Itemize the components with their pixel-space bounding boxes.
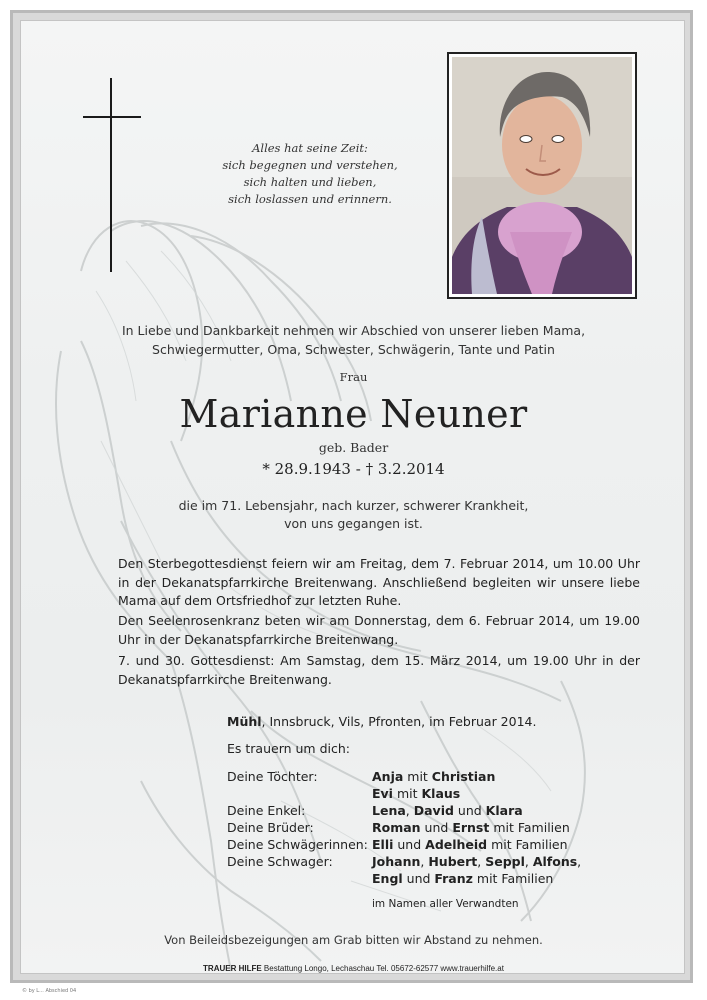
connector: , [405,803,414,818]
label-brothers-in-law: Deine Schwager: [227,854,333,869]
memorial-mass-paragraph: 7. und 30. Gottesdienst: Am Samstag, dem 15. März 2014, um 19.00 Uhr in der Dekanatspfarrkirche Breitenwang. [118,653,640,687]
connector: mit Familien [489,820,570,835]
names-sisters-in-law [372,837,568,852]
label-brothers: Deine Brüder: [227,820,314,835]
names-grandchildren [372,803,523,818]
name: Hubert [428,854,478,869]
names-brothers-in-law-2 [372,871,553,886]
age-line: die im 71. Lebensjahr, nach kurzer, schwerer Krankheit, [178,498,529,513]
label-daughters: Deine Töchter: [227,769,318,784]
name: Evi [372,786,393,801]
deceased-name: Marianne Neuner [179,392,528,436]
label-sisters-in-law: Deine Schwägerinnen: [227,837,368,852]
quote-line: Alles hat seine Zeit: [252,141,368,155]
intro-line: In Liebe und Dankbarkeit nehmen wir Abschied von unserer lieben Mama, [121,323,586,338]
birth-name: geb. Bader [318,440,389,455]
quote [190,140,430,208]
name: Klara [485,803,523,818]
name: Christian [431,769,496,784]
name: David [413,803,454,818]
portrait-image [452,57,632,294]
intro-line: Schwiegermutter, Oma, Schwester, Schwägerin, Tante und Patin [152,342,555,357]
all-relatives: im Namen aller Verwandten [372,898,519,910]
names-brothers [372,820,570,835]
name: Adelheid [425,837,488,852]
connector: , [420,854,429,869]
connector: mit Familien [487,837,568,852]
funeral-service-paragraph: Den Sterbegottesdienst feiern wir am Freitag, dem 7. Februar 2014, um 10.00 Uhr in der Dekanatspfarrkirche Breitenwang. Anschließend begleiten wir unsere liebe Mama auf dem Ortsfriedhof zur letzten Ruhe. [118,556,640,608]
closing-note: Von Beileidsbezeigungen am Grab bitten wir Abstand zu nehmen. [164,933,543,947]
name: Ernst [452,820,490,835]
quote-line: sich halten und lieben, [243,175,377,189]
connector: und [453,803,486,818]
names-daughters-1 [372,769,495,784]
cross-vertical [110,78,112,272]
age-text [0,497,707,533]
connector: , [477,854,486,869]
name: Lena [372,803,406,818]
name: Alfons [532,854,578,869]
portrait-photo [447,52,637,299]
life-dates: * 28.9.1943 - † 3.2.2014 [262,460,445,478]
connector: und [420,820,453,835]
intro-text [0,321,707,359]
label-grandchildren: Deine Enkel: [227,803,306,818]
name: Anja [372,769,404,784]
name: Klaus [421,786,461,801]
place-bold: Mühl [227,714,262,729]
connector: mit Familien [472,871,554,886]
connector: mit [392,786,422,801]
name: Engl [372,871,403,886]
connector: und [402,871,435,886]
rosary-paragraph: Den Seelenrosenkranz beten wir am Donnerstag, dem 6. Februar 2014, um 19.00 Uhr in der Dekanatspfarrkirche Breitenwang. [118,613,640,647]
connector: , [577,854,582,869]
quote-line: sich loslassen und erinnern. [228,192,392,206]
age-line: von uns gegangen ist. [284,516,423,531]
undertaker-line [0,964,707,973]
undertaker-details: Bestattung Longo, Lechaschau Tel. 05672-62577 www.trauerhilfe.at [261,964,504,973]
mourners-heading: Es trauern um dich: [227,741,350,756]
connector: und [393,837,426,852]
names-brothers-in-law-1 [372,854,581,869]
honorific: Frau [339,370,368,384]
cross-horizontal [83,116,141,118]
name: Elli [372,837,394,852]
quote-line: sich begegnen und verstehen, [222,158,398,172]
name: Roman [372,820,421,835]
name: Seppl [485,854,525,869]
name: Franz [434,871,473,886]
names-daughters-2 [372,786,460,801]
copyright-note: © by L... Abschied 04 [22,988,77,994]
name: Johann [372,854,421,869]
place-date-line [227,714,536,729]
place-rest: , Innsbruck, Vils, Pfronten, im Februar 2014. [261,714,537,729]
connector: mit [403,769,432,784]
connector: , [524,854,533,869]
undertaker-brand: TRAUER HILFE [203,964,262,973]
